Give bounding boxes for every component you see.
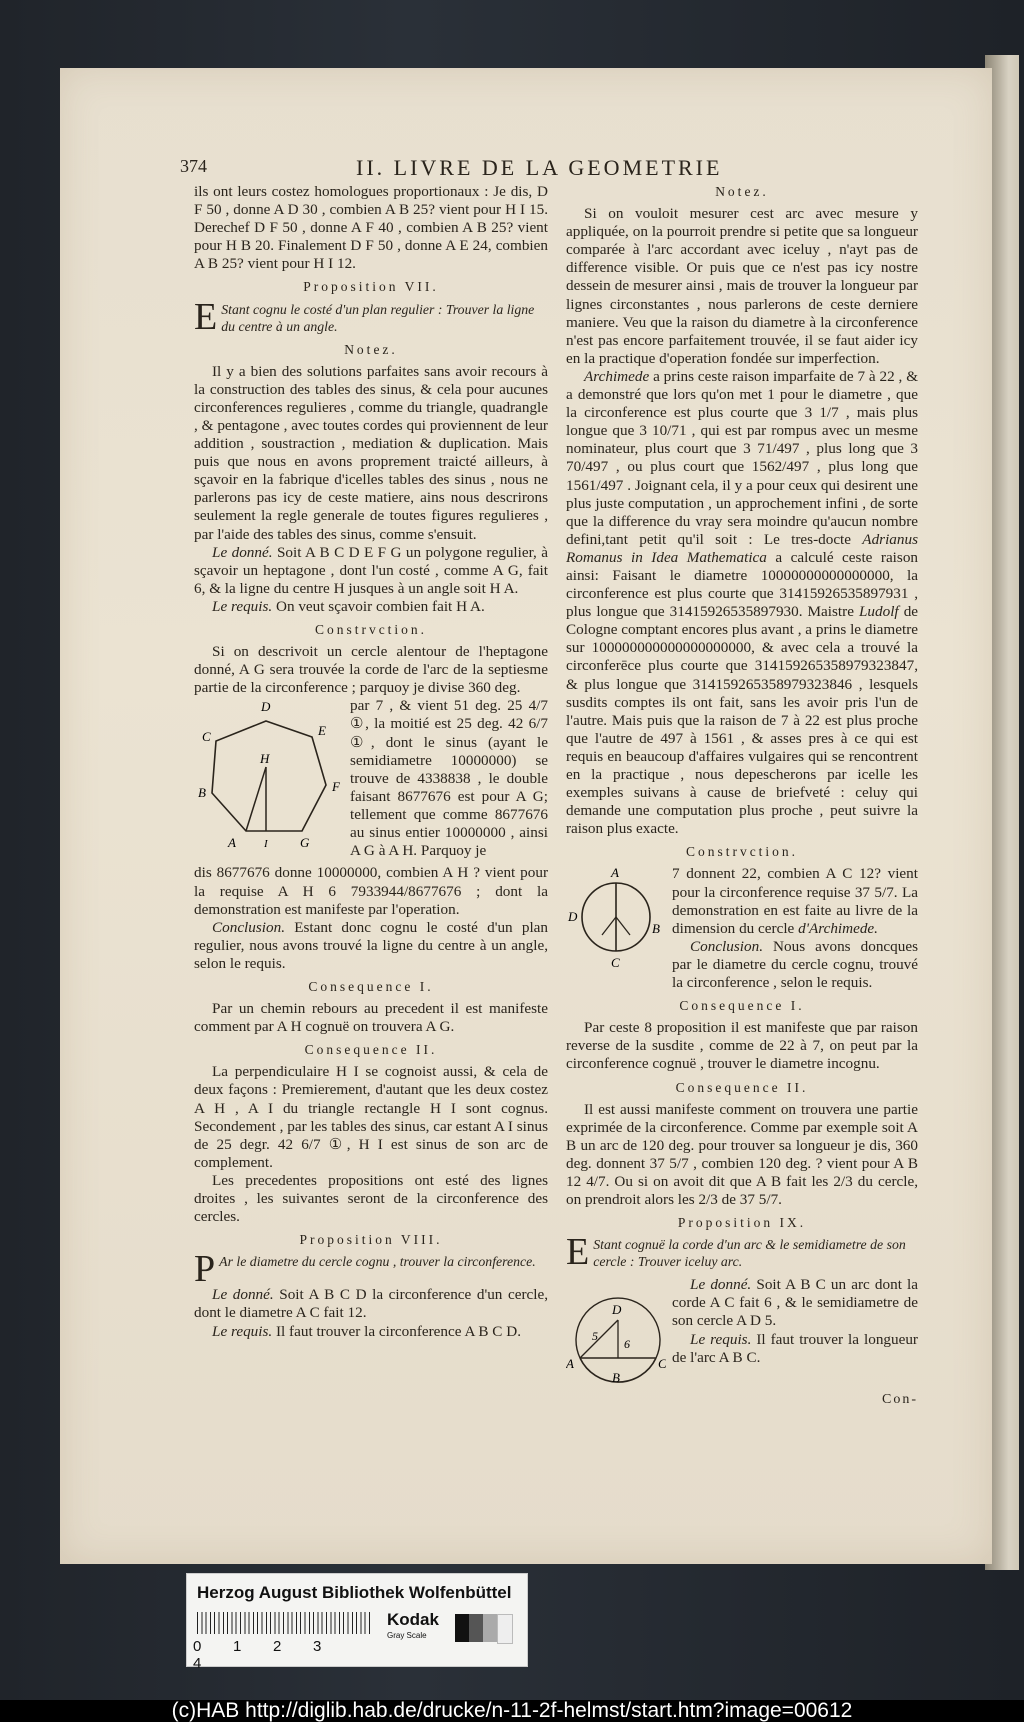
color-scale-bar [186, 1573, 528, 1672]
donne1-paragraph [194, 544, 548, 598]
circle2-figure [566, 1276, 666, 1389]
prop9-text: Stant cognuë la corde d'un arc & le semidiametre de son cercle : Trouver iceluy arc. [593, 1237, 906, 1270]
circle2-label-C: C [658, 1356, 666, 1372]
cons3-heading: Consequence I. [679, 998, 805, 1014]
heptagon-figure-block [194, 697, 548, 860]
circle1-figure [566, 865, 666, 974]
label-H: H [260, 751, 270, 767]
construction2-text: 7 donnent 22, combien A C 12? vient pour la circonference requise 37 5/7. La demonstration en est faite au livre de la dimension du cercle [672, 865, 918, 937]
label-D: D [261, 699, 271, 715]
conclusion1-label: Conclusion. [212, 918, 285, 936]
kodak-logo: Kodak [387, 1610, 439, 1629]
donne2-label: Le donné. [212, 1286, 274, 1304]
page-number: 374 [180, 156, 207, 176]
circle2-figure-block [566, 1276, 919, 1385]
gray-scale-label: Gray Scale [387, 1631, 427, 1640]
label-I: I [264, 838, 268, 851]
ruler-ticks [197, 1612, 371, 1634]
prop9-dropcap: E [566, 1231, 590, 1274]
construction1-c: dis 8677676 donne 10000000, combien A H ? vient pour la requise A H 6 7933944/8677676 ; dont la demonstration est manifeste par l'operation. [194, 864, 548, 918]
requis1-text: On veut sçavoir combien fait H A. [275, 597, 485, 615]
ruler-number: 3 [313, 1638, 322, 1655]
label-B: B [198, 785, 206, 801]
line-HA [246, 767, 266, 831]
donne1-text: Soit A B C D E F G un polygone regulier, à sçavoir un heptagone , dont l'un costé , comme A G, fait 6, & la ligne du centre H jusques à un angle soit H A. [194, 543, 548, 597]
catchword: Con- [882, 1392, 918, 1408]
requis2-label: Le requis. [212, 1322, 273, 1340]
label-A: A [228, 835, 236, 851]
circle1-radius-2 [616, 917, 630, 935]
gray-swatch [455, 1614, 469, 1642]
construction1-heading: Constrvction. [314, 621, 428, 637]
notez1-heading: Notez. [344, 341, 398, 357]
right-column [566, 183, 918, 1409]
circle2-diagram [566, 1276, 666, 1384]
gray-swatch [497, 1614, 513, 1644]
construction1-b: par 7 , & vient 51 deg. 25 4/7 ①, la moitié est 25 deg. 42 6/7 ①, dont le sinus (ayant le semidiametre 10000000) se trouve de 4338838 , le double faisant 8677676 est pour A G; tellement que comme 8677676 au sinus entier 10000000 , ainsi A G à A H. Parquoy je [350, 697, 548, 860]
donne2-text: Soit A B C D la circonference d'un cercle, dont le diametre A C fait 12. [194, 1286, 548, 1322]
prop7-heading: Proposition VII. [303, 279, 439, 295]
construction1-a: Si on descrivoit un cercle alentour de l'heptagone donné, A G sera trouvée la corde de l'arc de la septiesme partie de la circonference ; parquoy je divise 360 deg. [194, 643, 548, 697]
intro-paragraph: ils ont leurs costez homologues proportionaux : Je dis, D F 50 , donne A D 30 , combien A B 25? vient pour H I 15. Derechef D F 50 , donne A F 40 , combien A B 25? vient pour H B 20. Finalement D F 50 , donne A E 24, combien A B 25? vient pour H I 12. [194, 183, 548, 273]
ludolf-label: Ludolf [858, 603, 899, 621]
cons2-heading: Consequence II. [304, 1042, 438, 1058]
prop8-text: Ar le diametre du cercle cognu , trouver la circonference. [219, 1254, 536, 1270]
circle1-label-B: B [652, 921, 660, 937]
prop7-text: Stant cognu le costé d'un plan regulier : Trouver la ligne du centre à un angle. [221, 301, 535, 334]
prop9-statement [566, 1231, 918, 1274]
label-C: C [202, 729, 211, 745]
notez2-text: Si on vouloit mesurer cest arc avec mesure y appliquée, on la pourroit prendre si petite que sa longueur comparée à l'arc accordant avec iceluy , n'ayt pas de difference visible. Or puis que ce n'est pas icy nostre dessein de mesurer ainsi , mais de trouver la longueur par lignes circonstantes , nous parlerons de ceste derniere maniere. Veu que la raison du diametre à la circonference n'est pas encore parfaitement trouvée, il se faut aider icy en la practique d'operation fondée sur imperfection. [566, 205, 918, 367]
heptagon-shape [212, 721, 326, 831]
ruler-number: 1 [233, 1638, 242, 1655]
heptagon-diagram [194, 697, 344, 857]
label-F: F [332, 779, 340, 795]
running-head: II. LIVRE DE LA GEOMETRIE [356, 155, 723, 180]
romanus-text: a calculé ceste raison ainsi: Faisant le diametre 10000000000000000, la circonference est plus courte que 31415926535897931 , plus longue que 31415926535897930. Maistre [566, 548, 919, 621]
construction2-italic: d'Archimede. [798, 919, 878, 937]
notez2-heading: Notez. [715, 184, 769, 199]
prop8-heading: Proposition VIII. [299, 1232, 443, 1248]
donne2-paragraph [194, 1286, 548, 1322]
cons2-text: La perpendiculaire H I se cognoist aussi, & cela de deux façons : Premierement, d'autant que les deux costez A H , A I du triangle rectangle H I sont cognus. Secondement , par les tables des sinus, car estant A I sinus de 25 degr. 42 6/7 ①, H I est sinus de son arc de complement. [194, 1063, 548, 1171]
conclusion2-text: Nous avons doncques par le diametre du cercle cognu, trouvé la circonference , selon le requis. [672, 937, 918, 992]
cons4-heading: Consequence II. [675, 1079, 809, 1095]
circle1-label-C: C [611, 955, 620, 970]
archimede-label: Archimede [584, 367, 650, 385]
circle1-radius-1 [602, 917, 616, 935]
construction2-heading: Constrvction. [685, 844, 799, 860]
circle1-label-D: D [568, 909, 578, 925]
romanus-label: Adrianus Romanus in Idea Mathematica [566, 530, 918, 566]
conclusion1-paragraph [194, 919, 548, 973]
requis1-label: Le requis. [212, 597, 273, 615]
donne3-label: Le donné. [690, 1276, 752, 1294]
circle2-radius-AD [580, 1320, 618, 1358]
label-E: E [318, 723, 326, 739]
copyright-credit: (c)HAB http://diglib.hab.de/drucke/n-11-2f-helmst/start.htm?image=00612 [0, 1700, 1024, 1722]
donne1-label: Le donné. [212, 543, 273, 561]
circle2-label-A: A [566, 1356, 574, 1372]
requis2-paragraph [194, 1323, 548, 1341]
donne3-text: Soit A B C un arc dont la corde A C fait 6 , & le semidiametre de son cercle A D 5. [672, 1276, 919, 1330]
library-title: Herzog August Bibliothek Wolfenbüttel [197, 1583, 512, 1602]
circle2-label-D: D [612, 1302, 622, 1318]
requis3-text: Il faut trouver la longueur de l'arc A B C. [672, 1330, 918, 1366]
requis1-paragraph [194, 598, 548, 616]
precedentes-text: Les precedentes propositions ont esté des lignes droites , les suivantes seront de la circonference des cercles. [194, 1171, 548, 1226]
ruler-number: 0 [193, 1638, 202, 1655]
cons3-text: Par ceste 8 proposition il est manifeste que par raison reverse de la susdite , comme de 22 à 7, on peut par la circonference cognuë , trouver le diametre incognu. [566, 1019, 918, 1073]
requis3-label: Le requis. [690, 1330, 752, 1348]
circle2-label-5: 5 [592, 1329, 598, 1344]
cons1-text: Par un chemin rebours au precedent il est manifeste comment par A H cognuë on trouvera A G. [194, 1000, 548, 1036]
ruler-number: 4 [193, 1655, 202, 1672]
circle1-figure-block [566, 865, 918, 992]
left-column [194, 183, 548, 1341]
circle2-label-6: 6 [624, 1337, 630, 1352]
gray-swatch [469, 1614, 483, 1642]
prop8-statement [194, 1248, 548, 1291]
ludolf-text: de Cologne comptant encores plus avant , a prins le diametre sur 100000000000000000000, & avec cela a trouvé la circonferēce plus courte que 314159265358979323847, & plus longue que 314159265358979323846 , lesquels susdits comptes ils ont fait, sans les avoir pris l'un de l'autre. Mais puis que la raison de 7 à 22 est plus proche que l'autre de 497 à 1561 , & asses pres à ce qui est requis en beaucoup d'affaires vulgaires qui se rencontrent en la practique , nous depescherons par icelle les exemples suivans à cause de briefveté : celuy qui demande une computation plus proche , peut suivre la raison plus exacte. [566, 603, 919, 838]
label-G: G [300, 835, 310, 851]
heptagon-figure [194, 697, 344, 862]
prop7-statement [194, 295, 548, 338]
requis2-text: Il faut trouver la circonference A B C D. [275, 1322, 522, 1340]
notez1-text: Il y a bien des solutions parfaites sans avoir recours à la construction des tables des sinus, & cela pour aucunes circonferences regulieres , comme du triangle, quadrangle , & pentagone , avec toutes cordes qui proviennent de leur addition , soustraction , mediation & duplication. Mais puis que nous en avons proprement traicté ailleurs, à sçavoir en la fabrique d'icelles tables des sinus , nous ne parlerons pas icy de ceste matiere, ains nous descrirons seulement la regle generale de toutes figures regulieres , par l'aide des tables des sinus, comme s'ensuit. [194, 362, 548, 543]
ruler-number: 2 [273, 1638, 282, 1655]
conclusion2-label: Conclusion. [690, 937, 763, 955]
circle2-label-B: B [612, 1370, 620, 1385]
gray-swatch [483, 1614, 497, 1642]
prop9-heading: Proposition IX. [677, 1215, 807, 1231]
conclusion1-text: Estant donc cognu le costé d'un plan regulier, nous avons trouvé la ligne du centre à un angle, selon le requis. [194, 918, 549, 972]
archimede-text: a prins ceste raison imparfaite de 7 à 22 , & a demonstré que lors qu'on met 1 pour le diametre , que la circonference est plus courte que 3 1/7 , mais plus longue que 3 10/71 , qui est par rompus avec un mesme nominateur, plus court que 3 71/497 , plus long que 3 70/497 , ou plus court que 1562/497 , plus long que 1561/497 . Joignant cela, il y a pour ceux qui desirent une plus juste computation , un approchement infini , de sorte que la difference du vray sera moindre qu'aucun nombre defini,tant petit qu'il soit : Le tres-docte [566, 367, 919, 548]
ruler-numbers [193, 1638, 383, 1672]
cons4-text: Il est aussi manifeste comment on trouvera une partie exprimée de la circonference. Comme par exemple soit A B un arc de 120 deg. pour trouver sa longueur je dis, 360 deg. donnent 37 5/7 , combien 120 deg. ? vient pour A B 12 4/7. Ou si on avoit dit que A B fait les 2/3 du cercle, on prendroit alors les 2/3 de 37 5/7. [566, 1100, 918, 1209]
circle1-diagram [566, 865, 666, 969]
prop8-dropcap: P [194, 1248, 216, 1291]
archimede-paragraph [566, 368, 918, 838]
cons1-heading: Consequence I. [308, 979, 434, 994]
circle1-label-A: A [611, 865, 619, 881]
prop7-dropcap: E [194, 295, 218, 338]
